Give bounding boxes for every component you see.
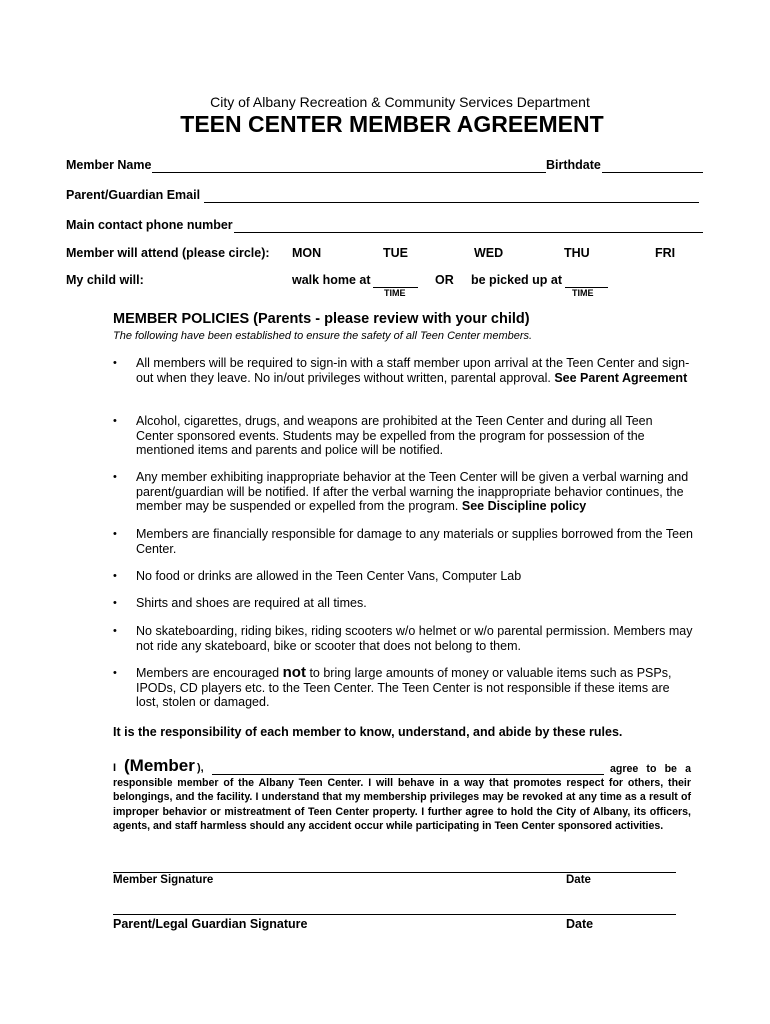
bullet-icon: • — [113, 415, 117, 427]
agreement-member-suffix: ), — [197, 762, 204, 774]
policy-text: All members will be required to sign-in with a staff member upon arrival at the Teen Center and sign-out when they leave. No in/out privileges without written, parental approval. — [136, 356, 690, 385]
agreement-body: responsible member of the Albany Teen Center. I will behave in a way that promotes respect for others, their belongings, and the facility. I understand that my membership privileges may be revoked at any time as a result of improper behavior or mistreatment of Teen Center property. I further agree to hold the City of Albany, its officers, agents, and staff harmless should any accident occur while participating in Teen Center sponsored activities. — [113, 777, 691, 832]
policies-title: MEMBER POLICIES (Parents - please review with your child) — [113, 311, 530, 327]
bullet-icon: • — [113, 667, 117, 679]
policy-item — [113, 527, 693, 556]
member-signature-label: Member Signature — [113, 874, 214, 886]
agreement-agree-text: agree to be a — [610, 763, 691, 775]
policy-item — [113, 414, 693, 458]
policy-text: Any member exhibiting inappropriate behavior at the Teen Center will be given a verbal warning and parent/guardian will be notified. If after the verbal warning the inappropriate behavior continues, the member may be suspended or expelled from the program. — [136, 470, 689, 514]
policy-text: Members are financially responsible for damage to any materials or supplies borrowed from the Teen Center. — [136, 527, 693, 556]
policy-item — [113, 470, 693, 514]
bullet-icon: • — [113, 528, 117, 540]
child-will-label: My child will: — [66, 273, 144, 287]
policy-text: No food or drinks are allowed in the Teen Center Vans, Computer Lab — [136, 569, 522, 583]
policies-subtitle: The following have been established to ensure the safety of all Teen Center members. — [113, 330, 533, 342]
policy-item — [113, 666, 693, 710]
day-fri[interactable]: FRI — [655, 246, 676, 260]
policy-text: Members are encouraged — [136, 666, 280, 680]
member-name-field[interactable] — [152, 172, 546, 173]
agreement-member-label: (Member — [124, 756, 195, 775]
responsibility-statement: It is the responsibility of each member to know, understand, and abide by these rules. — [113, 725, 623, 739]
or-label: OR — [435, 273, 454, 287]
bullet-icon: • — [113, 570, 117, 582]
policy-item — [113, 356, 693, 385]
department-name: City of Albany Recreation & Community Services Department — [210, 94, 590, 110]
day-thu[interactable]: THU — [564, 246, 590, 260]
agreement-i: I — [113, 762, 117, 774]
policy-item — [113, 569, 693, 584]
member-date-label: Date — [566, 874, 591, 886]
picked-up-label: be picked up at — [471, 273, 562, 287]
parent-signature-label: Parent/Legal Guardian Signature — [113, 917, 308, 931]
policy-reference: See Discipline policy — [461, 499, 587, 514]
policy-text: Shirts and shoes are required at all times. — [136, 596, 367, 610]
bullet-icon: • — [113, 471, 117, 483]
day-tue[interactable]: TUE — [383, 246, 408, 260]
bullet-icon: • — [113, 625, 117, 637]
birthdate-field[interactable] — [602, 172, 703, 173]
policy-item — [113, 596, 693, 611]
policy-reference: See Parent Agreement — [554, 370, 688, 385]
policy-text: No skateboarding, riding bikes, riding scooters w/o helmet or w/o parental permission. Members may not ride any skateboard, bike or scooter that does not belong to them. — [136, 624, 693, 653]
page-title: TEEN CENTER MEMBER AGREEMENT — [180, 111, 604, 137]
policy-text: Alcohol, cigarettes, drugs, and weapons are prohibited at the Teen Center and during all Teen Center sponsored events. Students may be expelled from the program for possession of the mentioned items and parents and police will be notified. — [136, 414, 653, 458]
bullet-icon: • — [113, 597, 117, 609]
parent-email-label: Parent/Guardian Email — [66, 188, 201, 202]
phone-label: Main contact phone number — [66, 218, 233, 232]
agreement-member-name-field[interactable] — [212, 774, 604, 775]
parent-date-label: Date — [566, 917, 594, 931]
parent-signature-line[interactable] — [113, 914, 676, 915]
attend-label: Member will attend (please circle): — [66, 246, 270, 260]
member-signature-line[interactable] — [113, 872, 676, 873]
birthdate-label: Birthdate — [546, 158, 601, 172]
parent-email-field[interactable] — [204, 202, 699, 203]
policy-item — [113, 624, 693, 653]
member-name-label: Member Name — [66, 158, 152, 172]
policy-emphasis: not — [282, 664, 306, 681]
picked-up-time-label: TIME — [572, 288, 594, 298]
day-wed[interactable]: WED — [474, 246, 504, 260]
policy-text: to bring large amounts of money or valuable items such as PSPs, IPODs, CD players etc. to the Teen Center. The Teen Center is not responsible if these items are lost, stolen or damaged. — [136, 666, 672, 710]
walk-home-time-label: TIME — [384, 288, 406, 298]
bullet-icon: • — [113, 357, 117, 369]
phone-field[interactable] — [234, 232, 703, 233]
day-mon[interactable]: MON — [292, 246, 322, 260]
walk-home-label: walk home at — [292, 273, 371, 287]
